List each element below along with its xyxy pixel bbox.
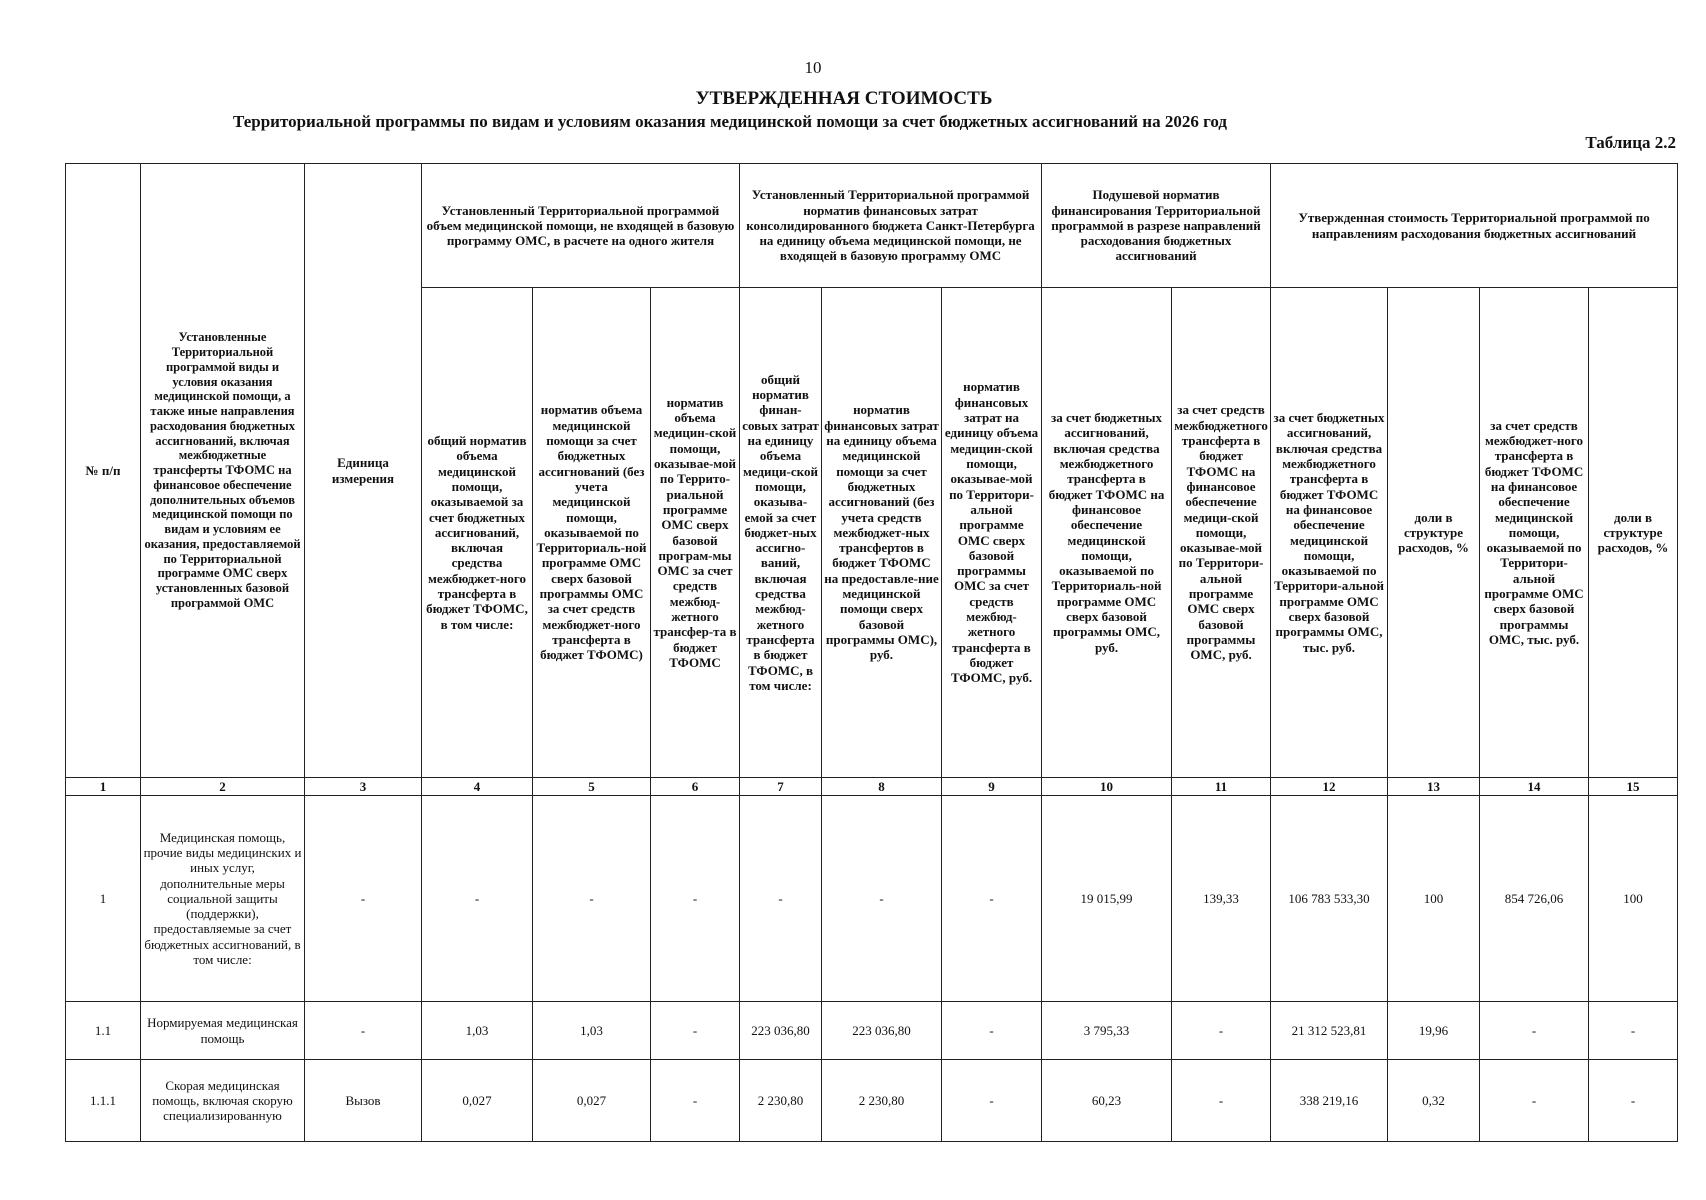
row-code: 1.1.1	[66, 1060, 141, 1142]
column-number: 7	[740, 778, 822, 796]
cell-col-15: -	[1589, 1060, 1678, 1142]
row-code: 1	[66, 796, 141, 1002]
cell-col-10: 19 015,99	[1042, 796, 1172, 1002]
cell-col-12: 338 219,16	[1271, 1060, 1388, 1142]
cell-col-14: -	[1480, 1002, 1589, 1060]
row-unit: -	[305, 796, 422, 1002]
column-number: 1	[66, 778, 141, 796]
header-col-10: за счет бюджетных ассигнований, включая средства межбюджетного трансферта в бюджет ТФОМС на финансовое обеспечение медицинской помощи, оказываемой по Территориаль-ной программе ОМС сверх базовой программы ОМС, руб.	[1042, 288, 1172, 778]
table-label: Таблица 2.2	[1585, 133, 1676, 152]
cell-col-5: 1,03	[533, 1002, 651, 1060]
cell-col-13: 19,96	[1388, 1002, 1480, 1060]
row-unit: Вызов	[305, 1060, 422, 1142]
column-number: 15	[1589, 778, 1678, 796]
cell-col-8: 2 230,80	[822, 1060, 942, 1142]
column-number: 6	[651, 778, 740, 796]
column-number: 14	[1480, 778, 1589, 796]
table-row	[66, 1060, 1678, 1142]
column-number: 9	[942, 778, 1042, 796]
cell-col-11: -	[1172, 1060, 1271, 1142]
header-col-5: норматив объема медицинской помощи за счет бюджетных ассигнований (без учета медицинской помощи, оказываемой по Территориаль-ной программе ОМС сверх базовой программы ОМС за счет средств межбюджет-ного трансферта в бюджет ТФОМС)	[533, 288, 651, 778]
document-subtitle: Территориальной программы по видам и условиям оказания медицинской помощи за счет бюджетных ассигнований на 2026 год	[233, 112, 1227, 131]
cell-col-14: 854 726,06	[1480, 796, 1589, 1002]
header-group-percapita: Подушевой норматив финансирования Территориальной программой в разрезе направлений расходования бюджетных ассигнований	[1042, 164, 1271, 288]
cell-col-6: -	[651, 1002, 740, 1060]
table-row	[66, 1002, 1678, 1060]
column-number: 5	[533, 778, 651, 796]
cell-col-12: 106 783 533,30	[1271, 796, 1388, 1002]
cell-col-15: -	[1589, 1002, 1678, 1060]
row-unit: -	[305, 1002, 422, 1060]
row-label: Скорая медицинская помощь, включая скорую специализированную	[141, 1060, 305, 1142]
cell-col-7: -	[740, 796, 822, 1002]
column-number: 12	[1271, 778, 1388, 796]
cell-col-14: -	[1480, 1060, 1589, 1142]
header-col-12: за счет бюджетных ассигнований, включая средства межбюджетного трансферта в бюджет ТФОМС на финансовое обеспечение медицинской помощи, оказываемой по Территори-альной программе ОМС сверх базовой программы ОМС, тыс. руб.	[1271, 288, 1388, 778]
cell-col-7: 223 036,80	[740, 1002, 822, 1060]
cell-col-6: -	[651, 796, 740, 1002]
header-group-total: Утвержденная стоимость Территориальной программой по направлениям расходования бюджетных ассигнований	[1271, 164, 1678, 288]
header-row-groups	[66, 164, 1678, 288]
row-label: Нормируемая медицинская помощь	[141, 1002, 305, 1060]
row-label: Медицинская помощь, прочие виды медицинских и иных услуг, дополнительные меры социальной защиты (поддержки), предоставляемые за счет бюджетных ассигнований, в том числе:	[141, 796, 305, 1002]
column-number: 13	[1388, 778, 1480, 796]
row-code: 1.1	[66, 1002, 141, 1060]
header-col-13: доли в структуре расходов, %	[1388, 288, 1480, 778]
cell-col-5: -	[533, 796, 651, 1002]
header-col-14: за счет средств межбюджет-ного трансферта в бюджет ТФОМС на финансовое обеспечение медицинской помощи, оказываемой по Территори-альной программе ОМС сверх базовой программы ОМС, тыс. руб.	[1480, 288, 1589, 778]
header-types: Установленные Территориальной программой виды и условия оказания медицинской помощи, а также иные направления расходования бюджетных ассигнований, включая межбюджетные трансферты ТФОМС на финансовое обеспечение дополнительных объемов медицинской помощи по видам и условиям ее оказания, предоставляемой по Территориальной программе ОМС сверх установленных базовой программой ОМС	[141, 164, 305, 778]
column-number: 4	[422, 778, 533, 796]
cell-col-11: 139,33	[1172, 796, 1271, 1002]
cell-col-10: 60,23	[1042, 1060, 1172, 1142]
header-col-9: норматив финансовых затрат на единицу объема медицин-ской помощи, оказывае-мой по Территори-альной программе ОМС сверх базовой программы ОМС за счет средств межбюд-жетного трансферта в бюджет ТФОМС, руб.	[942, 288, 1042, 778]
cell-col-8: -	[822, 796, 942, 1002]
cell-col-12: 21 312 523,81	[1271, 1002, 1388, 1060]
column-number: 3	[305, 778, 422, 796]
header-col-7: общий норматив финан-совых затрат на единицу объема медици-ской помощи, оказыва-емой за счет бюджет-ных ассигно-ваний, включая средства межбюд-жетного трансферта в бюджет ТФОМС, в том числе:	[740, 288, 822, 778]
cell-col-5: 0,027	[533, 1060, 651, 1142]
page-number: 10	[804, 58, 822, 77]
cell-col-4: 0,027	[422, 1060, 533, 1142]
column-number-row	[66, 778, 1678, 796]
header-group-volume: Установленный Территориальной программой объем медицинской помощи, не входящей в базовую программу ОМС, в расчете на одного жителя	[422, 164, 740, 288]
cell-col-4: -	[422, 796, 533, 1002]
header-col-6: норматив объема медицин-ской помощи, оказывае-мой по Террито-риальной программе ОМС сверх базовой програм-мы ОМС за счет средств межбюд-жетного трансфер-та в бюджет ТФОМС	[651, 288, 740, 778]
header-unit: Единица измерения	[305, 164, 422, 778]
cell-col-9: -	[942, 796, 1042, 1002]
cell-col-4: 1,03	[422, 1002, 533, 1060]
header-col-11: за счет средств межбюджетного трансферта в бюджет ТФОМС на финансовое обеспечение медици-ской помощи, оказывае-мой по Территори-альной программе ОМС сверх базовой программы ОМС, руб.	[1172, 288, 1271, 778]
cost-table	[65, 163, 1678, 1142]
header-col-8: норматив финансовых затрат на единицу объема медицинской помощи за счет бюджетных ассигнований (без учета средств межбюджет-ных трансфертов в бюджет ТФОМС на предоставле-ние медицинской помощи сверх базовой программы ОМС), руб.	[822, 288, 942, 778]
table-row	[66, 796, 1678, 1002]
header-num: № п/п	[66, 164, 141, 778]
cell-col-8: 223 036,80	[822, 1002, 942, 1060]
header-group-cost: Установленный Территориальной программой норматив финансовых затрат консолидированного бюджета Санкт-Петербурга на единицу объема медицинской помощи, не входящей в базовую программу ОМС	[740, 164, 1042, 288]
cell-col-10: 3 795,33	[1042, 1002, 1172, 1060]
cell-col-9: -	[942, 1002, 1042, 1060]
cell-col-11: -	[1172, 1002, 1271, 1060]
header-col-15: доли в структуре расходов, %	[1589, 288, 1678, 778]
cell-col-7: 2 230,80	[740, 1060, 822, 1142]
cell-col-15: 100	[1589, 796, 1678, 1002]
cell-col-9: -	[942, 1060, 1042, 1142]
column-number: 8	[822, 778, 942, 796]
cell-col-6: -	[651, 1060, 740, 1142]
column-number: 11	[1172, 778, 1271, 796]
column-number: 10	[1042, 778, 1172, 796]
cell-col-13: 100	[1388, 796, 1480, 1002]
cell-col-13: 0,32	[1388, 1060, 1480, 1142]
document-title: УТВЕРЖДЕННАЯ СТОИМОСТЬ	[695, 88, 993, 109]
header-col-4: общий норматив объема медицинской помощи, оказываемой за счет бюджетных ассигнований, включая средства межбюджет-ного трансферта в бюджет ТФОМС, в том числе:	[422, 288, 533, 778]
column-number: 2	[141, 778, 305, 796]
